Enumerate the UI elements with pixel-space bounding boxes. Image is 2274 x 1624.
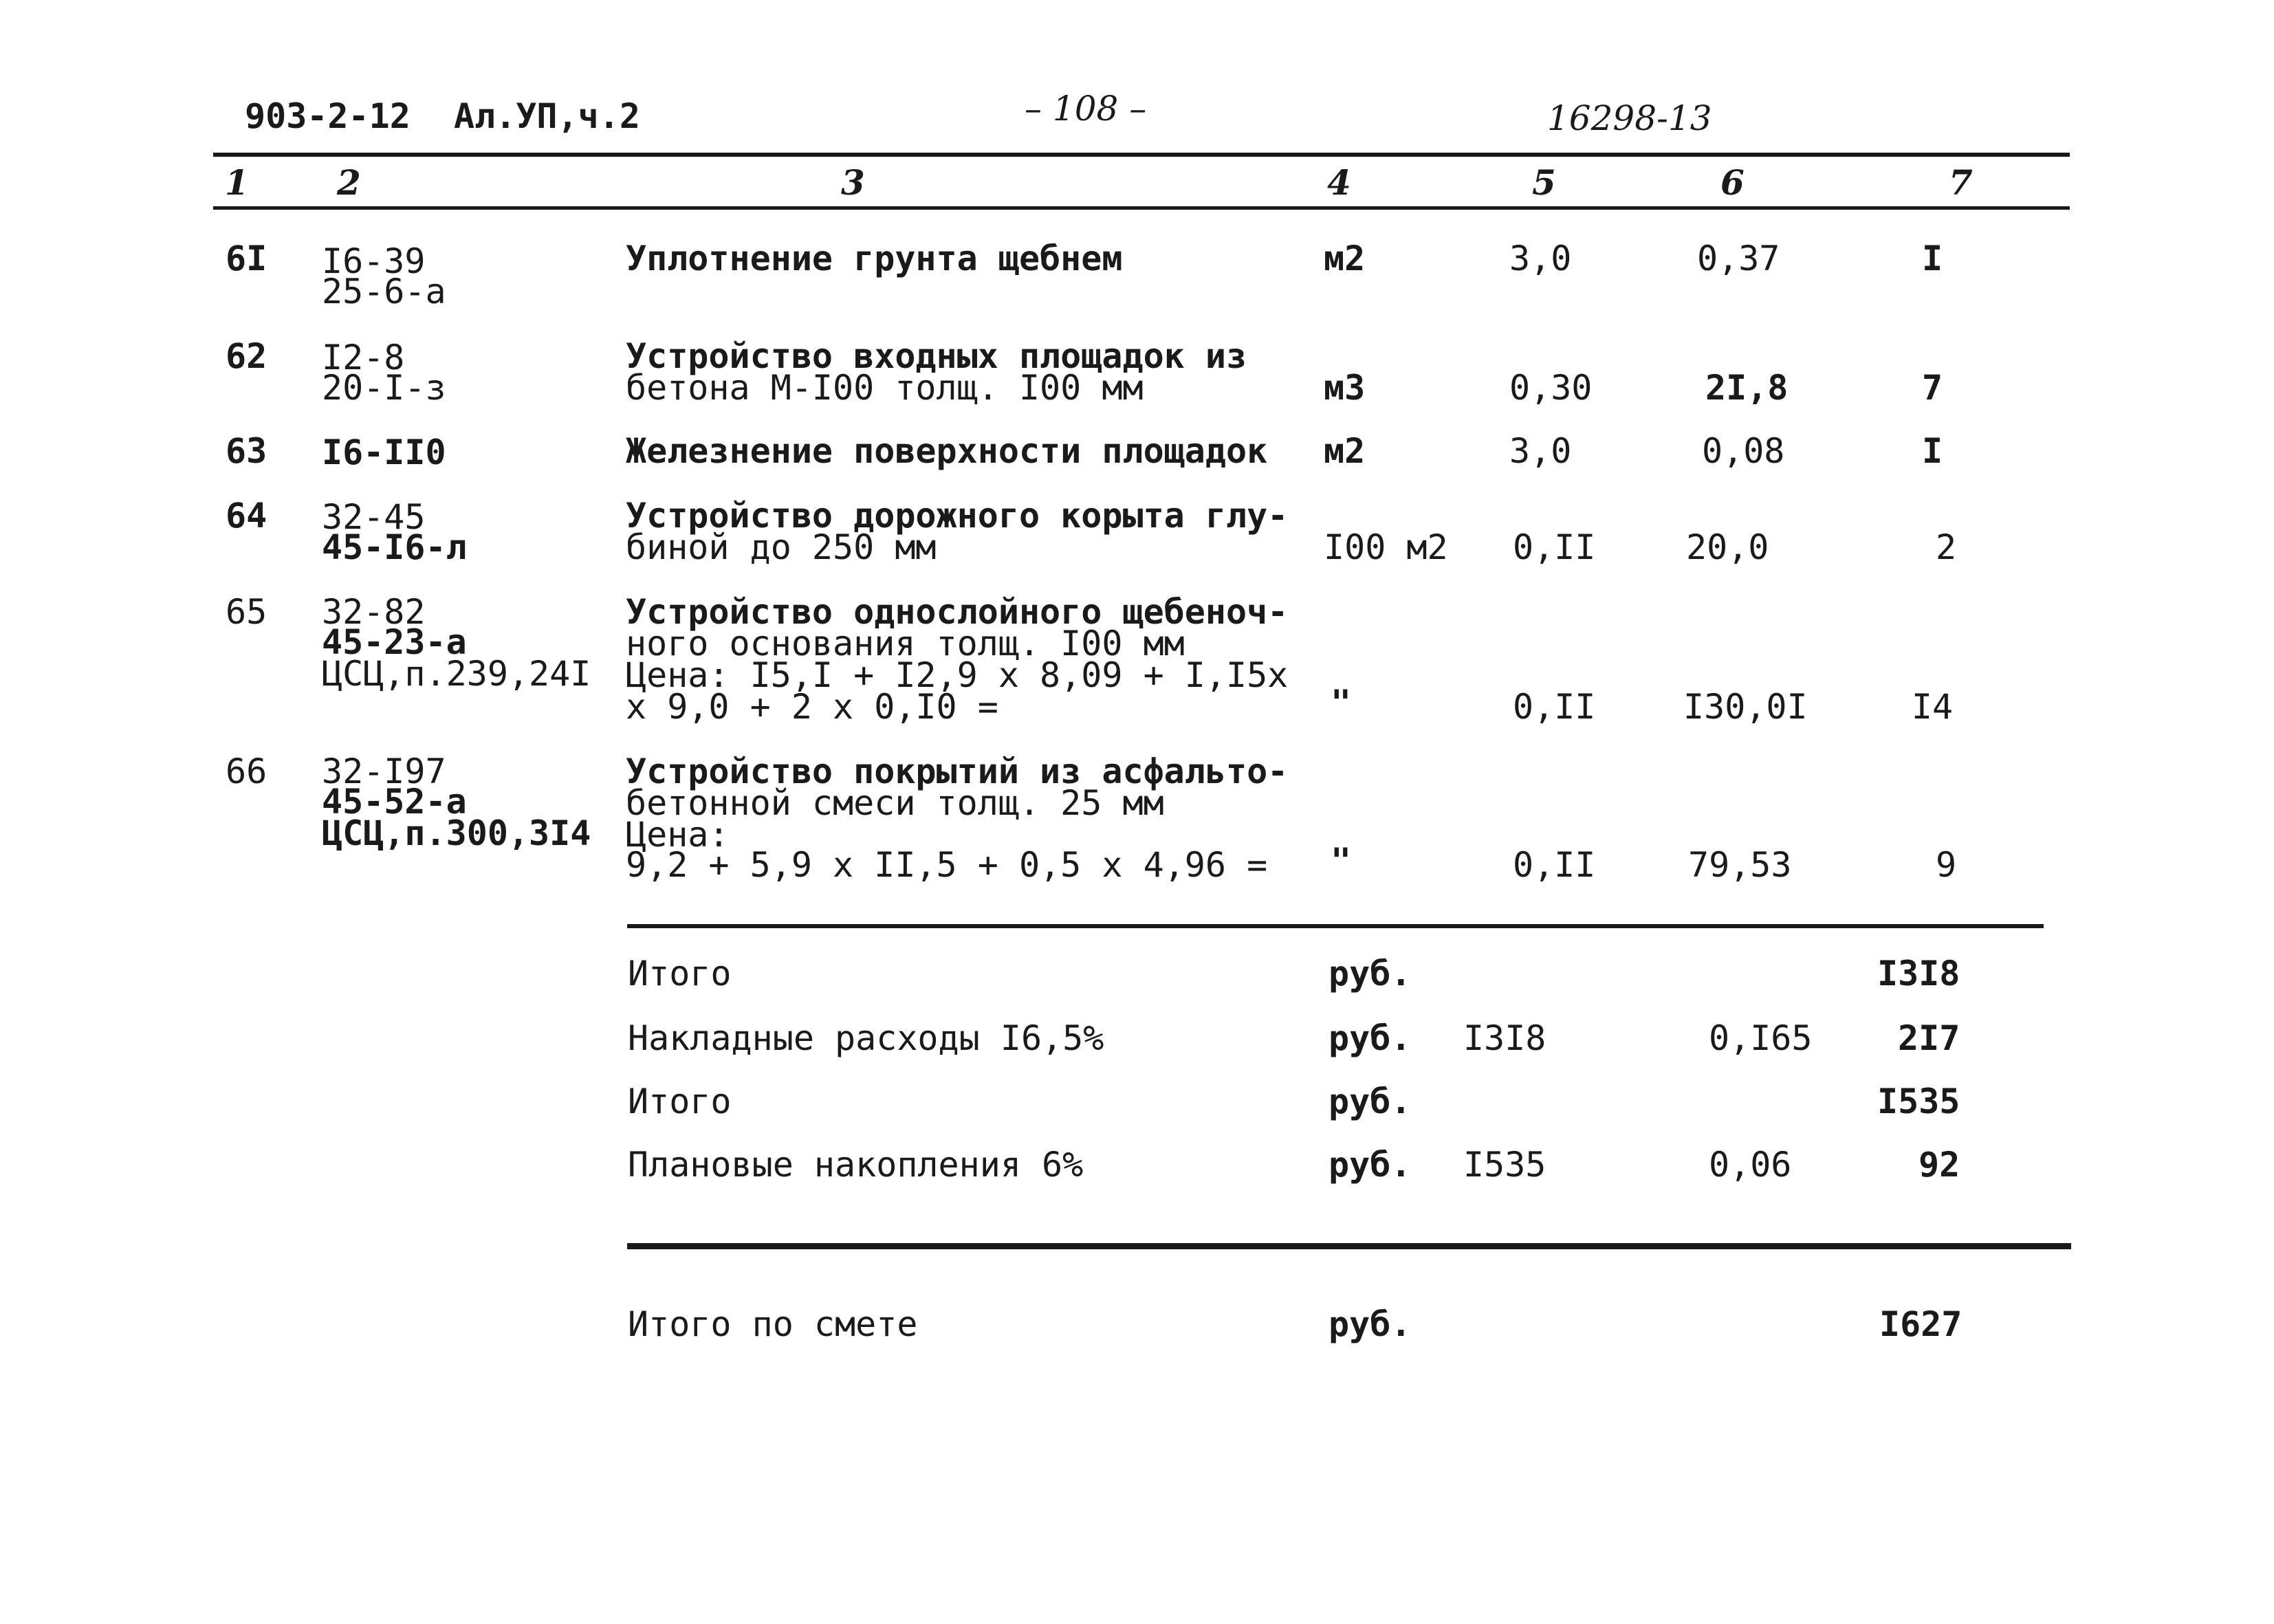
summary-base: I3I8 bbox=[1463, 1018, 1546, 1058]
row-total: I bbox=[1921, 431, 1943, 471]
column-number-1: 1 bbox=[225, 162, 249, 203]
row-code: 45-52-a bbox=[322, 782, 467, 822]
row-quantity: 0,II bbox=[1513, 527, 1596, 567]
summary-base: I535 bbox=[1463, 1145, 1546, 1185]
column-number-7: 7 bbox=[1949, 162, 1973, 203]
row-unit-price: I30,0I bbox=[1683, 687, 1808, 727]
row-code: 32-I97 bbox=[322, 751, 446, 791]
row-description: Устройство однослойного щебеноч- bbox=[626, 592, 1289, 632]
row-number: 66 bbox=[226, 751, 267, 791]
row-total: 9 bbox=[1935, 845, 1957, 885]
row-code: I2-8 bbox=[322, 338, 405, 377]
row-unit: I00 м2 bbox=[1324, 527, 1448, 567]
summary-bottom-rule bbox=[627, 1243, 2071, 1249]
row-quantity: 3,0 bbox=[1509, 239, 1572, 278]
row-description: ного основания толщ. I00 мм bbox=[626, 624, 1185, 663]
row-description: Цена: bbox=[626, 815, 730, 855]
summary-total: 92 bbox=[1918, 1145, 1960, 1185]
row-unit-price: 0,37 bbox=[1697, 239, 1780, 278]
summary-rate: 0,06 bbox=[1709, 1145, 1792, 1185]
header-bottom-rule bbox=[213, 206, 2070, 210]
row-unit: м3 bbox=[1324, 368, 1366, 408]
grand-total-unit: руб. bbox=[1329, 1304, 1412, 1344]
column-number-6: 6 bbox=[1720, 162, 1745, 203]
header-top-rule bbox=[213, 153, 2070, 157]
row-unit: м2 bbox=[1324, 239, 1366, 278]
row-unit: " bbox=[1331, 683, 1352, 723]
row-total: I bbox=[1921, 239, 1943, 278]
page-number: – 108 – bbox=[1025, 89, 1147, 129]
row-description: Уплотнение грунта щебнем bbox=[626, 239, 1123, 278]
row-number: 6I bbox=[226, 239, 267, 278]
row-unit-price: 20,0 bbox=[1686, 527, 1769, 567]
row-description: Устройство входных площадок из bbox=[626, 336, 1247, 376]
row-code: 45-23-a bbox=[322, 622, 467, 662]
row-description: 9,2 + 5,9 x II,5 + 0,5 x 4,96 = bbox=[626, 845, 1268, 885]
row-quantity: 0,II bbox=[1513, 687, 1596, 727]
row-code: 20-I-з bbox=[322, 368, 446, 408]
summary-label: Плановые накопления 6% bbox=[628, 1145, 1084, 1185]
row-number: 63 bbox=[226, 431, 267, 471]
row-description: Устройство дорожного корыта глу- bbox=[626, 496, 1289, 536]
row-code: 45-I6-л bbox=[322, 527, 467, 567]
row-description: бетона М-I00 толщ. I00 мм bbox=[626, 368, 1144, 408]
doc-code: 903-2-12 bbox=[245, 96, 411, 136]
summary-total: I3I8 bbox=[1877, 954, 1960, 994]
row-quantity: 3,0 bbox=[1509, 431, 1572, 471]
column-number-2: 2 bbox=[337, 162, 361, 203]
row-number: 64 bbox=[226, 496, 267, 536]
row-quantity: 0,II bbox=[1513, 845, 1596, 885]
summary-unit: руб. bbox=[1329, 1082, 1412, 1121]
row-number: 65 bbox=[226, 592, 267, 632]
row-description: Устройство покрытий из асфальто- bbox=[626, 751, 1289, 791]
summary-unit: руб. bbox=[1329, 954, 1412, 994]
row-description: Железнение поверхности площадок bbox=[626, 431, 1268, 471]
summary-label: Итого bbox=[628, 954, 732, 994]
row-total: I4 bbox=[1911, 687, 1954, 727]
column-number-4: 4 bbox=[1327, 162, 1351, 203]
row-unit-price: 0,08 bbox=[1702, 431, 1785, 471]
inventory-number: 16298-13 bbox=[1547, 98, 1712, 138]
summary-total: 2I7 bbox=[1898, 1018, 1960, 1058]
row-unit: " bbox=[1331, 841, 1352, 881]
row-code: 25-6-a bbox=[322, 272, 446, 311]
row-code: I6-39 bbox=[322, 241, 426, 281]
row-total: 7 bbox=[1921, 368, 1943, 408]
summary-label: Накладные расходы I6,5% bbox=[628, 1018, 1104, 1058]
summary-rate: 0,I65 bbox=[1709, 1018, 1813, 1058]
row-description: биной до 250 мм bbox=[626, 527, 937, 567]
summary-label: Итого bbox=[628, 1082, 732, 1121]
row-code: I6-II0 bbox=[322, 432, 446, 472]
row-description: бетонной смеси толщ. 25 мм bbox=[626, 783, 1164, 823]
row-code: 32-45 bbox=[322, 497, 426, 537]
row-unit-price: 2I,8 bbox=[1705, 368, 1789, 408]
row-unit: м2 bbox=[1324, 431, 1366, 471]
grand-total-value: I627 bbox=[1879, 1304, 1963, 1344]
column-number-3: 3 bbox=[841, 162, 865, 203]
table-body-bottom-rule bbox=[627, 924, 2044, 928]
column-number-5: 5 bbox=[1532, 162, 1556, 203]
summary-unit: руб. bbox=[1329, 1018, 1412, 1058]
summary-unit: руб. bbox=[1329, 1145, 1412, 1185]
row-number: 62 bbox=[226, 336, 267, 376]
row-description: Цена: I5,I + I2,9 x 8,09 + I,I5x bbox=[626, 655, 1289, 695]
summary-total: I535 bbox=[1877, 1082, 1960, 1121]
row-code: 32-82 bbox=[322, 592, 426, 632]
grand-total-label: Итого по смете bbox=[628, 1304, 918, 1344]
row-unit-price: 79,53 bbox=[1688, 845, 1792, 885]
album-reference: Ал.УП,ч.2 bbox=[454, 96, 640, 136]
row-quantity: 0,30 bbox=[1509, 368, 1593, 408]
row-code: ЦСЦ,п.239,24I bbox=[322, 654, 591, 694]
row-code: ЦСЦ,п.300,3I4 bbox=[322, 813, 591, 853]
row-description: x 9,0 + 2 x 0,I0 = bbox=[626, 687, 998, 727]
row-total: 2 bbox=[1935, 527, 1957, 567]
